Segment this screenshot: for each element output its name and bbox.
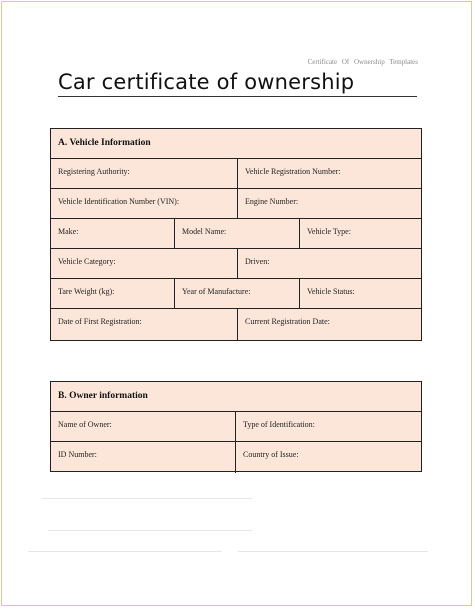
- make-field[interactable]: Make:: [51, 219, 175, 248]
- vehicle-information-section: [50, 128, 422, 341]
- driven-field[interactable]: Driven:: [245, 257, 270, 266]
- table-row: [51, 279, 421, 309]
- table-row: [51, 442, 421, 473]
- date-of-first-registration-field[interactable]: Date of First Registration:: [51, 309, 238, 340]
- signature-line: [42, 498, 252, 499]
- country-of-issue-field[interactable]: Country of Issue:: [243, 450, 299, 459]
- table-row: [51, 249, 421, 279]
- registering-authority-field[interactable]: Registering Authority:: [51, 159, 238, 188]
- vehicle-status-field[interactable]: Vehicle Status:: [307, 287, 355, 296]
- header-note: Certificate Of Ownership Templates: [307, 58, 418, 66]
- table-row: [51, 219, 421, 249]
- title-underline: [58, 96, 417, 97]
- current-registration-date-field[interactable]: Current Registration Date:: [245, 317, 330, 326]
- year-of-manufacture-field[interactable]: Year of Manufacture:: [175, 279, 300, 308]
- signature-line: [48, 530, 252, 531]
- owner-information-section: [50, 381, 422, 472]
- tare-weight-field[interactable]: Tare Weight (kg):: [51, 279, 175, 308]
- model-name-field[interactable]: Model Name:: [175, 219, 300, 248]
- id-number-field[interactable]: ID Number:: [51, 442, 236, 473]
- document-title: Car certificate of ownership: [58, 70, 355, 94]
- vin-field[interactable]: Vehicle Identification Number (VIN):: [51, 189, 238, 218]
- vehicle-section-heading: A. Vehicle Information: [51, 129, 421, 159]
- vehicle-type-field[interactable]: Vehicle Type:: [307, 227, 351, 236]
- table-row: [51, 159, 421, 189]
- table-row: [51, 309, 421, 340]
- engine-number-field[interactable]: Engine Number:: [245, 197, 299, 206]
- signature-line: [238, 551, 428, 552]
- name-of-owner-field[interactable]: Name of Owner:: [51, 412, 236, 441]
- vehicle-registration-number-field[interactable]: Vehicle Registration Number:: [245, 167, 341, 176]
- vehicle-category-field[interactable]: Vehicle Category:: [51, 249, 238, 278]
- table-row: [51, 412, 421, 442]
- signature-line: [28, 551, 222, 552]
- owner-section-heading: B. Owner information: [51, 382, 421, 412]
- table-row: [51, 189, 421, 219]
- type-of-identification-field[interactable]: Type of Identification:: [243, 420, 315, 429]
